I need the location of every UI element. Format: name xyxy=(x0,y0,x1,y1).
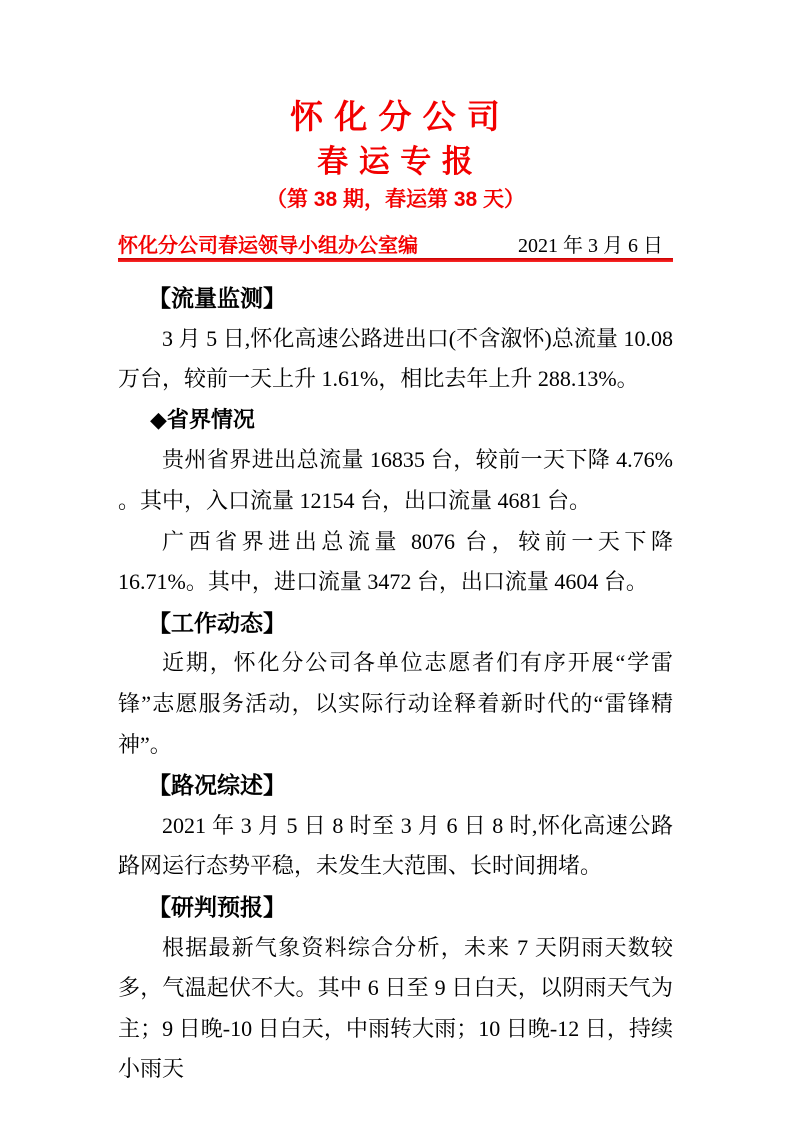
section-heading-flow-monitoring: 【流量监测】 xyxy=(148,285,286,311)
masthead-date: 2021 年 3 月 6 日 xyxy=(518,235,663,257)
section-heading-forecast: 【研判预报】 xyxy=(148,893,286,920)
subheading-provincial-border: ◆省界情况 xyxy=(150,406,255,432)
section-heading-work-updates: 【工作动态】 xyxy=(148,609,286,636)
paragraph-volunteer-activity: 近期，怀化分公司各单位志愿者们有序开展“学雷锋”志愿服务活动，以实际行动诠释着新时代的“雷锋精神”。 xyxy=(118,650,673,757)
paragraph-weather-forecast: 根据最新气象资料综合分析，未来 7 天阴雨天数较多，气温起伏不大。其中 6 日至 9 日白天，以阴雨天气为主；9 日晚-10 日白天，中雨转大雨；10 日晚-12 日，持续小雨天 xyxy=(118,934,673,1082)
paragraph-flow-summary: 3 月 5 日,怀化高速公路进出口(不含溆怀)总流量 10.08 万台，较前一天上升 1.61%，相比去年上升 288.13%。 xyxy=(118,325,673,392)
red-divider-rule xyxy=(118,258,673,262)
section-heading-road-conditions: 【路况综述】 xyxy=(148,772,286,799)
paragraph-road-network: 2021 年 3 月 5 日 8 时至 3 月 6 日 8 时,怀化高速公路路网运行态势平稳，未发生大范围、长时间拥堵。 xyxy=(118,812,673,879)
masthead-editor: 怀化分公司春运领导小组办公室编 xyxy=(118,235,418,257)
paragraph-guizhou-border: 贵州省界进出总流量 16835 台，较前一天下降 4.76% 。其中，入口流量 12154 台，出口流量 4681 台。 xyxy=(118,447,673,513)
masthead xyxy=(118,229,673,256)
paragraph-guangxi-border: 广西省界进出总流量 8076 台，较前一天下降 16.71%。其中，进口流量 3472 台，出口流量 4604 台。 xyxy=(118,528,673,595)
document-body xyxy=(118,278,673,1090)
issue-note: （第 38 期，春运第 38 天） xyxy=(265,188,526,211)
report-title-line-1: 怀 化 分 公 司 xyxy=(290,98,501,135)
report-title-line-2: 春 运 专 报 xyxy=(317,144,474,179)
